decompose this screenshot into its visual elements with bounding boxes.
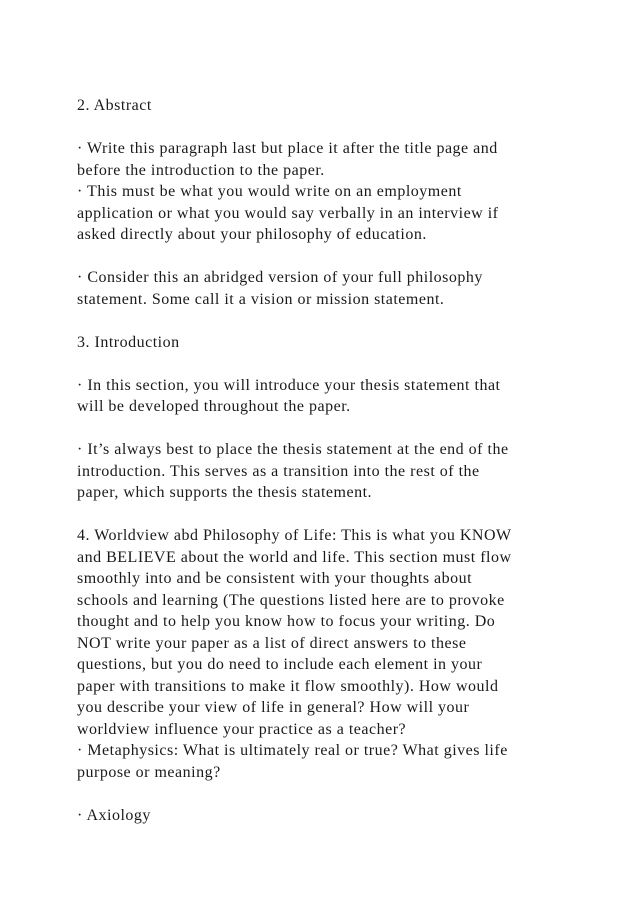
section-heading-introduction: 3. Introduction: [77, 333, 180, 351]
text-line: · Metaphysics: What is ultimately real or true? What gives life: [77, 742, 508, 759]
text-line: purpose or meaning?: [77, 763, 221, 781]
text-line: will be developed throughout the paper.: [77, 398, 351, 415]
text-line: NOT write your paper as a list of direct answers to these: [77, 634, 467, 652]
blank-line: [77, 310, 617, 332]
blank-line: [77, 418, 617, 440]
text-line: introduction. This serves as a transition into the rest of the: [77, 462, 480, 480]
blank-line: [77, 504, 617, 526]
text-line: and BELIEVE about the world and life. This section must flow: [77, 548, 512, 566]
text-line: application or what you would say verbally in an interview if: [77, 204, 499, 222]
text-line: questions, but you do need to include each element in your: [77, 656, 483, 673]
document-body: [77, 95, 617, 826]
blank-line: [77, 246, 617, 268]
text-line: asked directly about your philosophy of education.: [77, 226, 427, 243]
text-line: schools and learning (The questions listed here are to provoke: [77, 591, 505, 609]
text-line: statement. Some call it a vision or mission statement.: [77, 290, 445, 308]
text-line: smoothly into and be consistent with your thoughts about: [77, 570, 473, 587]
text-line: worldview influence your practice as a teacher?: [77, 720, 407, 738]
text-line: paper with transitions to make it flow smoothly). How would: [77, 677, 499, 695]
blank-line: [77, 117, 617, 139]
text-line: · Axiology: [77, 806, 151, 824]
section-heading-worldview: 4. Worldview abd Philosophy of Life: This is what you KNOW: [77, 527, 512, 544]
blank-line: [77, 783, 617, 805]
text-line: · This must be what you would write on an employment: [77, 183, 462, 200]
text-line: · Consider this an abridged version of your full philosophy: [77, 269, 483, 286]
text-line: thought and to help you know how to focus your writing. Do: [77, 613, 496, 630]
text-line: before the introduction to the paper.: [77, 161, 325, 179]
section-heading-abstract: 2. Abstract: [77, 97, 152, 114]
text-line: you describe your view of life in general? How will your: [77, 699, 470, 716]
text-line: · It’s always best to place the thesis statement at the end of the: [77, 441, 509, 458]
blank-line: [77, 353, 617, 375]
text-line: · Write this paragraph last but place it after the title page and: [77, 140, 498, 157]
text-line: · In this section, you will introduce your thesis statement that: [77, 376, 501, 394]
text-line: paper, which supports the thesis statement.: [77, 484, 373, 501]
